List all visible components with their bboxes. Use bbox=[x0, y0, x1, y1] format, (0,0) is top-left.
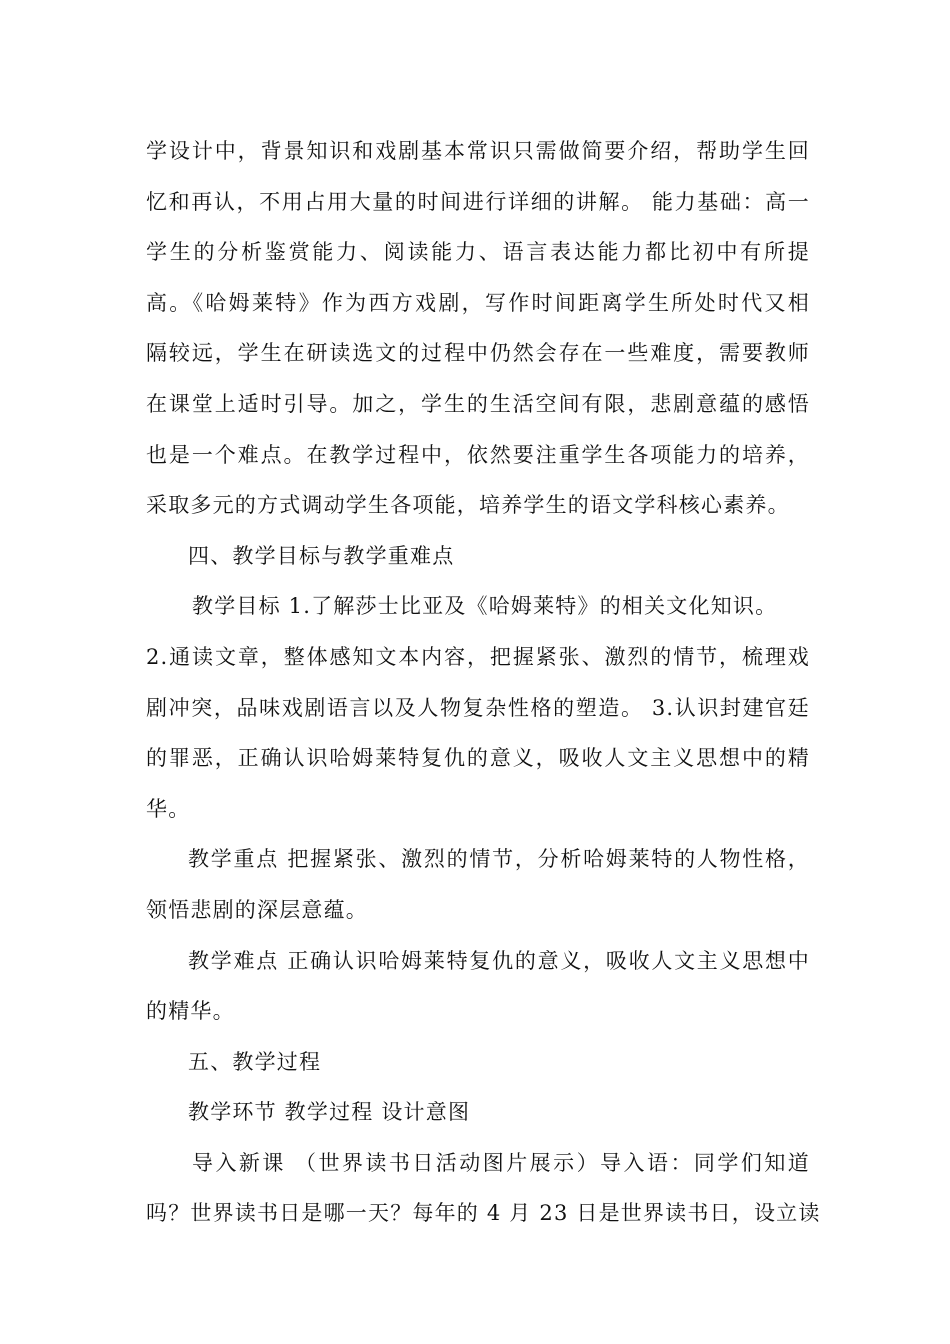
text-line: 教学难点 正确认识哈姆莱特复仇的意义，吸收人文主义思想中 bbox=[188, 948, 810, 973]
text-line: 高。《哈姆莱特》作为西方戏剧，写作时间距离学生所处时代又相 bbox=[146, 290, 810, 315]
text-line: 也是一个难点。在教学过程中，依然要注重学生各项能力的培养， bbox=[146, 442, 810, 467]
text-line: 在课堂上适时引导。加之，学生的生活空间有限，悲剧意蕴的感悟 bbox=[146, 391, 810, 416]
text-line: 教学环节 教学过程 设计意图 bbox=[188, 1100, 471, 1125]
text-line: 吗？世界读书日是哪一天？每年的 4 月 23 日是世界读书日，设立读 bbox=[146, 1201, 821, 1226]
text-line: 的罪恶，正确认识哈姆莱特复仇的意义，吸收人文主义思想中的精 bbox=[146, 746, 810, 771]
text-line: 剧冲突，品味戏剧语言以及人物复杂性格的塑造。 3.认识封建官廷 bbox=[146, 695, 810, 720]
text-line: 领悟悲剧的深层意蕴。 bbox=[146, 897, 368, 922]
body-text bbox=[146, 126, 821, 1239]
text-line: 教学重点 把握紧张、激烈的情节，分析哈姆莱特的人物性格， bbox=[188, 847, 810, 872]
text-line: 2.通读文章，整体感知文本内容，把握紧张、激烈的情节，梳理戏 bbox=[146, 644, 810, 669]
text-line: 的精华。 bbox=[146, 999, 235, 1024]
section-heading: 五、教学过程 bbox=[188, 1049, 322, 1074]
text-line: 学生的分析鉴赏能力、阅读能力、语言表达能力都比初中有所提 bbox=[146, 240, 810, 265]
text-line: 采取多元的方式调动学生各项能，培养学生的语文学科核心素养。 bbox=[146, 493, 790, 518]
text-line: 忆和再认，不用占用大量的时间进行详细的讲解。 能力基础：高一 bbox=[146, 189, 810, 214]
text-line: 隔较远，学生在研读选文的过程中仍然会存在一些难度，需要教师 bbox=[146, 341, 810, 366]
section-heading: 四、教学目标与教学重难点 bbox=[188, 543, 455, 568]
text-line: 教学目标 1.了解莎士比亚及《哈姆莱特》的相关文化知识。 bbox=[192, 594, 778, 619]
text-line: 华。 bbox=[146, 796, 191, 821]
text-line: 导入新课 （世界读书日活动图片展示）导入语：同学们知道 bbox=[192, 1150, 810, 1175]
text-line: 学设计中，背景知识和戏剧基本常识只需做简要介绍，帮助学生回 bbox=[146, 139, 810, 163]
